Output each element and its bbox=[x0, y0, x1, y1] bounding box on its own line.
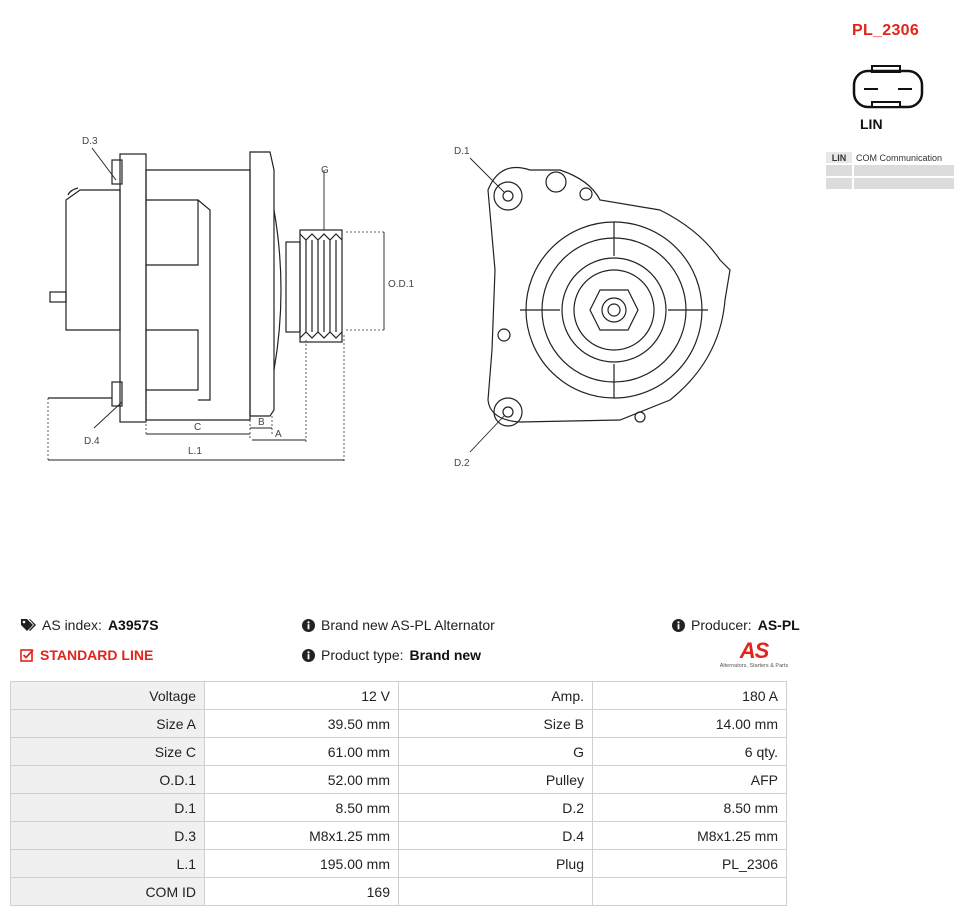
dimension-lines bbox=[48, 232, 384, 462]
front-view-leaders bbox=[470, 158, 504, 452]
spec-value: AFP bbox=[593, 766, 787, 794]
spec-label: D.2 bbox=[399, 794, 593, 822]
as-index-label: AS index: bbox=[42, 617, 102, 633]
pin-id bbox=[826, 165, 852, 176]
front-view bbox=[488, 168, 730, 427]
table-row bbox=[11, 738, 787, 766]
label-b: B bbox=[258, 417, 265, 428]
table-row bbox=[11, 710, 787, 738]
spec-value: 52.00 mm bbox=[205, 766, 399, 794]
label-d4: D.4 bbox=[84, 436, 100, 447]
table-row bbox=[11, 850, 787, 878]
standard-line-text: STANDARD LINE bbox=[40, 647, 154, 663]
spec-label: Size C bbox=[11, 738, 205, 766]
brand-info bbox=[302, 617, 495, 633]
spec-label: D.1 bbox=[11, 794, 205, 822]
plug-connector-icon bbox=[852, 64, 924, 110]
spec-value: PL_2306 bbox=[593, 850, 787, 878]
pin-desc: COM Communication bbox=[854, 152, 954, 163]
spec-label: D.4 bbox=[399, 822, 593, 850]
pin-id bbox=[826, 178, 852, 189]
spec-label: D.3 bbox=[11, 822, 205, 850]
spec-value: 12 V bbox=[205, 682, 399, 710]
spec-value: 8.50 mm bbox=[205, 794, 399, 822]
label-a: A bbox=[275, 429, 282, 440]
spec-value: 169 bbox=[205, 878, 399, 906]
spec-label: Plug bbox=[399, 850, 593, 878]
spec-label: G bbox=[399, 738, 593, 766]
spec-label: Size A bbox=[11, 710, 205, 738]
label-d2: D.2 bbox=[454, 458, 470, 469]
spec-label: Amp. bbox=[399, 682, 593, 710]
label-d1: D.1 bbox=[454, 146, 470, 157]
tags-icon bbox=[20, 618, 36, 632]
logo-mark: AS bbox=[739, 638, 769, 663]
standard-line-badge bbox=[20, 647, 153, 663]
producer-value: AS-PL bbox=[757, 617, 800, 633]
table-row bbox=[11, 794, 787, 822]
label-l1: L.1 bbox=[188, 446, 202, 457]
plug-type: LIN bbox=[860, 116, 883, 132]
spec-value: 195.00 mm bbox=[205, 850, 399, 878]
pin-id: LIN bbox=[826, 152, 852, 163]
pin-table bbox=[824, 150, 956, 191]
info-icon bbox=[302, 649, 315, 662]
spec-value: 180 A bbox=[593, 682, 787, 710]
check-square-icon bbox=[20, 648, 34, 662]
product-type bbox=[302, 647, 481, 663]
specs-table bbox=[10, 681, 787, 906]
spec-label bbox=[399, 878, 593, 906]
pin-row bbox=[826, 152, 954, 163]
product-type-label: Product type: bbox=[321, 647, 404, 663]
label-od1: O.D.1 bbox=[388, 279, 415, 290]
spec-label: O.D.1 bbox=[11, 766, 205, 794]
technical-drawing bbox=[0, 130, 780, 480]
label-g: G bbox=[321, 165, 329, 176]
spec-label: Voltage bbox=[11, 682, 205, 710]
label-d3: D.3 bbox=[82, 136, 98, 147]
label-c: C bbox=[194, 422, 202, 433]
table-row bbox=[11, 682, 787, 710]
pin-row bbox=[826, 165, 954, 176]
as-index-value: A3957S bbox=[107, 617, 159, 633]
spec-value: 39.50 mm bbox=[205, 710, 399, 738]
pin-desc bbox=[854, 165, 954, 176]
spec-label: L.1 bbox=[11, 850, 205, 878]
table-row bbox=[11, 822, 787, 850]
table-row bbox=[11, 878, 787, 906]
spec-label: Pulley bbox=[399, 766, 593, 794]
info-icon bbox=[302, 619, 315, 632]
spec-value bbox=[593, 878, 787, 906]
spec-label: Size B bbox=[399, 710, 593, 738]
as-index bbox=[20, 617, 159, 633]
plug-code: PL_2306 bbox=[852, 22, 920, 39]
spec-value: 14.00 mm bbox=[593, 710, 787, 738]
as-pl-logo bbox=[716, 640, 792, 672]
table-row bbox=[11, 766, 787, 794]
spec-label: COM ID bbox=[11, 878, 205, 906]
info-icon bbox=[672, 619, 685, 632]
pin-desc bbox=[854, 178, 954, 189]
logo-tagline: Alternators, Starters & Parts bbox=[719, 663, 789, 669]
producer-label: Producer: bbox=[691, 617, 752, 633]
spec-value: 8.50 mm bbox=[593, 794, 787, 822]
brand-text: Brand new AS-PL Alternator bbox=[321, 617, 495, 633]
pin-row bbox=[826, 178, 954, 189]
producer bbox=[672, 617, 800, 633]
spec-value: M8x1.25 mm bbox=[205, 822, 399, 850]
spec-value: 61.00 mm bbox=[205, 738, 399, 766]
spec-value: 6 qty. bbox=[593, 738, 787, 766]
side-view bbox=[48, 152, 342, 422]
spec-value: M8x1.25 mm bbox=[593, 822, 787, 850]
product-type-value: Brand new bbox=[409, 647, 482, 663]
dimension-arrows bbox=[48, 148, 384, 460]
